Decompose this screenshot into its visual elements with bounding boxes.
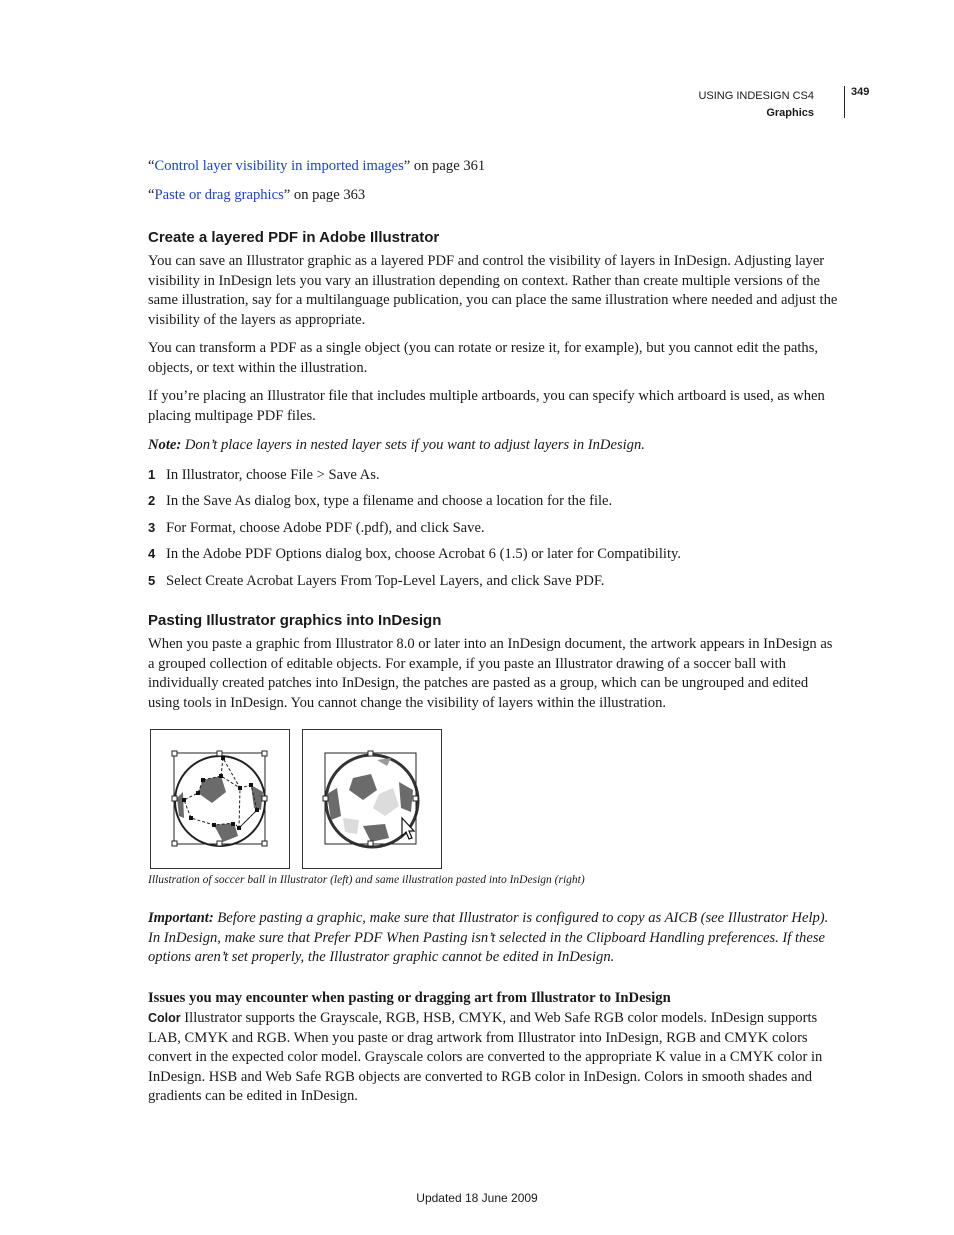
figure-illustrator: [150, 729, 290, 869]
soccer-ball-outline-illustration: [151, 730, 289, 868]
step-item: 4 In the Adobe PDF Options dialog box, choose Acrobat 6 (1.5) or later for Compatibility.: [148, 546, 682, 562]
running-header: [698, 88, 814, 122]
book-title: USING INDESIGN CS4: [698, 90, 814, 102]
figure-caption: Illustration of soccer ball in Illustrator (left) and same illustration pasted into InDesign (right): [148, 874, 585, 886]
note-label: Note:: [148, 437, 182, 453]
paragraph: When you paste a graphic from Illustrator 8.0 or later into an InDesign document, the artwork appears in InDesign as a grouped collection of editable objects. For example, if you paste an Illustrator drawing of a soccer ball with individually created patches into InDesign, the patches are pasted as a group, which can be ungrouped and edited using tools in InDesign. You cannot change the visibility of layers within the illustration.: [148, 636, 833, 711]
issues-heading: Issues you may encounter when pasting or dragging art from Illustrator to InDesign: [148, 990, 671, 1006]
xref-link[interactable]: Control layer visibility in imported images: [154, 158, 404, 174]
figure-indesign: [302, 729, 442, 869]
section-heading: Pasting Illustrator graphics into InDesign: [148, 612, 442, 629]
page-number: 349: [851, 86, 870, 98]
runin-label: Color: [148, 1011, 181, 1025]
step-item: 1 In Illustrator, choose File > Save As.: [148, 467, 380, 483]
note: Note: Don’t place layers in nested layer sets if you want to adjust layers in InDesign.: [148, 437, 645, 453]
step-item: 2 In the Save As dialog box, type a filename and choose a location for the file.: [148, 493, 613, 509]
paragraph: If you’re placing an Illustrator file that includes multiple artboards, you can specify which artboard is used, as when placing multipage PDF files.: [148, 388, 825, 424]
xref-link[interactable]: Paste or drag graphics: [154, 187, 284, 203]
important-note: Important: Before pasting a graphic, make sure that Illustrator is configured to copy as AICB (see Illustrator Help). In InDesign, make sure that Prefer PDF When Pasting isn’t selected in the Clipboard Handling preferences. If these options aren’t set properly, the Illustrator graphic cannot be edited in InDesign.: [148, 910, 829, 966]
soccer-ball-grouped-illustration: [303, 730, 441, 868]
paragraph: You can transform a PDF as a single object (you can rotate or resize it, for example), but you cannot edit the paths, objects, or text within the illustration.: [148, 340, 819, 376]
header-divider: [844, 86, 845, 118]
section-heading: Create a layered PDF in Adobe Illustrator: [148, 229, 440, 246]
step-item: 5 Select Create Acrobat Layers From Top-Level Layers, and click Save PDF.: [148, 573, 605, 589]
section-title: Graphics: [766, 107, 814, 119]
color-issue: Color Illustrator supports the Grayscale, RGB, HSB, CMYK, and Web Safe RGB color models. InDesign supports LAB, CMYK and RGB. When you paste or drag artwork from Illustrator into InDesign, RGB and CMYK colors convert in the expected color model. Grayscale colors are converted to the appropriate K value in a CMYK color in InDesign. HSB and Web Safe RGB objects are converted to RGB color in InDesign. Colors in smooth shades and gradients can be edited in InDesign.: [148, 1010, 823, 1105]
important-label: Important:: [148, 910, 214, 926]
related-link-2: “Paste or drag graphics” on page 363: [148, 187, 366, 203]
related-link-1: “Control layer visibility in imported images” on page 361: [148, 158, 486, 174]
footer-updated: Updated 18 June 2009: [416, 1191, 538, 1205]
paragraph: You can save an Illustrator graphic as a layered PDF and control the visibility of layers in InDesign. Adjusting layer visibility in InDesign lets you vary an illustration depending on context. Rather than create multiple versions of the same illustration, say for a multilanguage publication, you can place the same illustration where needed and adjust the visibility of the layers as appropriate.: [148, 253, 838, 328]
step-item: 3 For Format, choose Adobe PDF (.pdf), and click Save.: [148, 520, 485, 536]
